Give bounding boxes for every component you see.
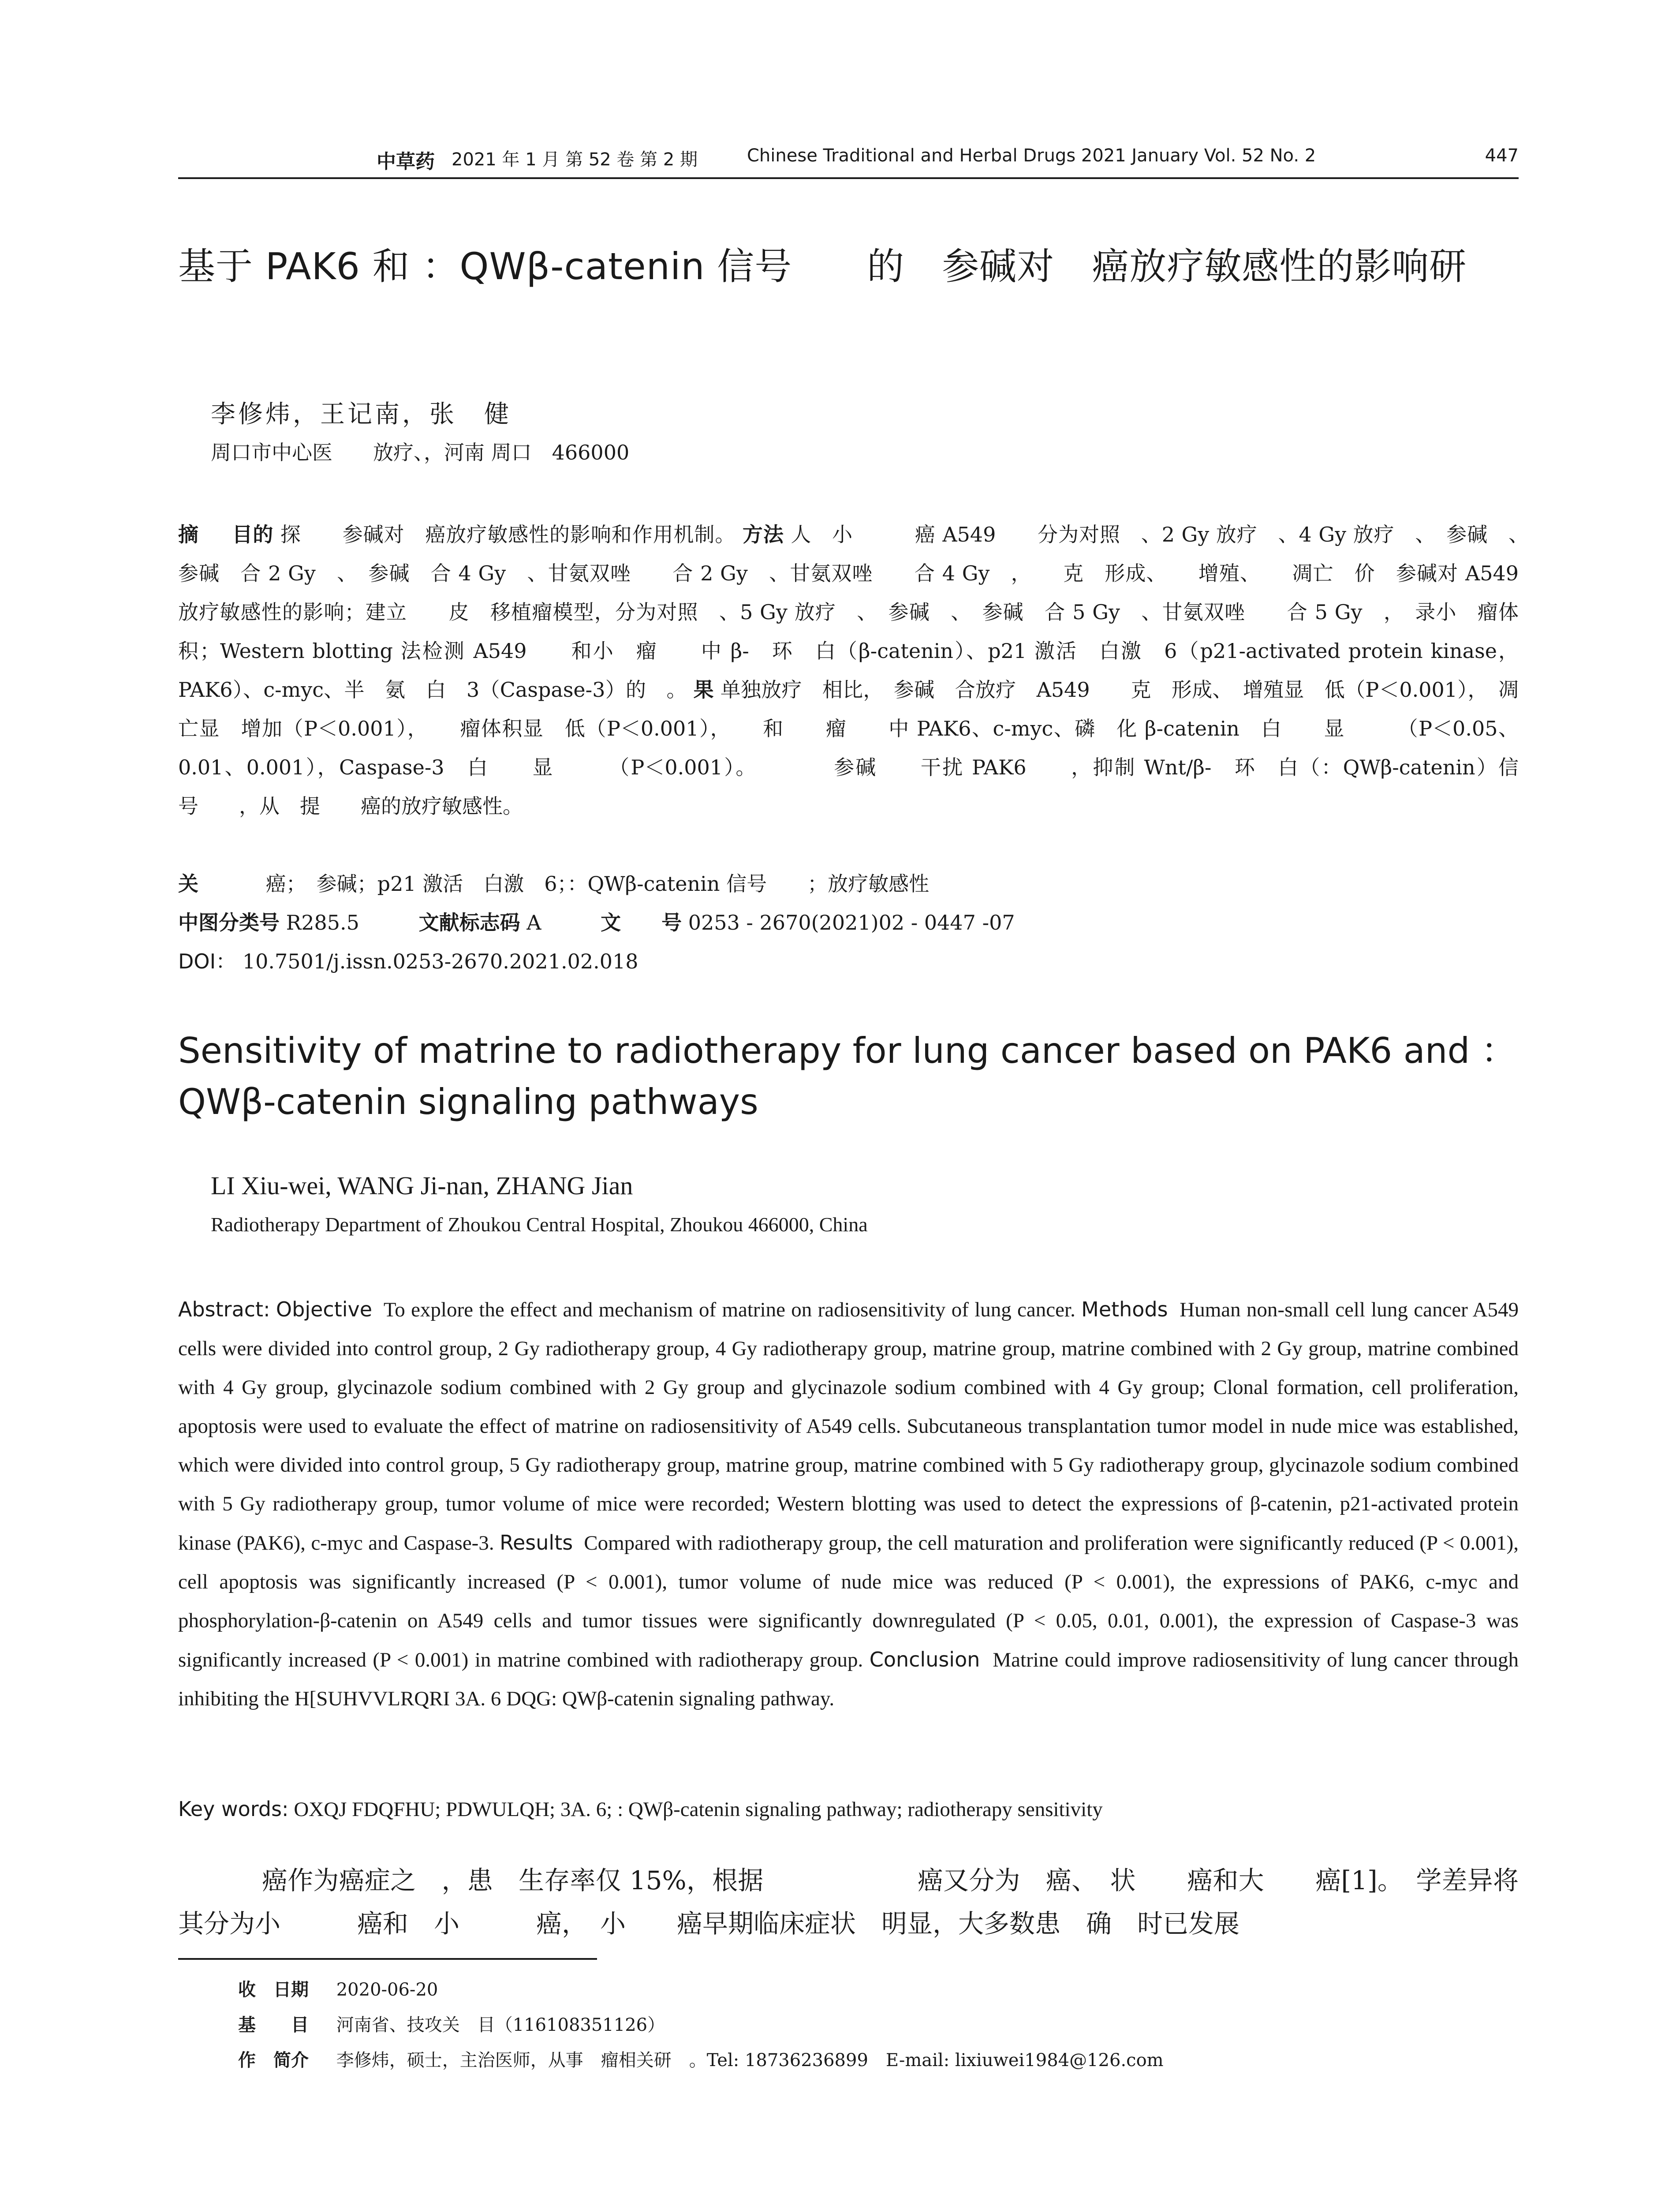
en-title: Sensitivity of matrine to radiotherapy for lung cancer based on PAK6 and ：QWβ-catenin signaling pathways <box>178 1030 1516 1122</box>
en-abstract <box>178 1290 1519 1718</box>
cn-title: 基于 PAK6 和 ：QWβ-catenin 信号 的 参碱对 癌放疗敏感性的影响研 <box>178 245 1467 288</box>
cn-abstract-label: 摘 <box>178 523 199 546</box>
cn-methods-label: 方法 <box>742 523 784 546</box>
en-authors: LI Xiu-wei, WANG Ji-nan, ZHANG Jian <box>211 1171 633 1200</box>
fund-label: 基 目 <box>238 2015 309 2035</box>
doi-value: 10.7501/j.issn.0253-2670.2021.02.018 <box>242 949 638 973</box>
doccode-label: 文献标志码 <box>418 911 520 934</box>
article-number-label: 文 号 <box>601 911 682 934</box>
header-rule <box>178 177 1519 179</box>
fund-value: 河南省、技攻关 目（116108351126） <box>336 2015 665 2035</box>
doccode-value: A <box>526 911 541 934</box>
author-bio-label: 作 简介 <box>238 2050 309 2070</box>
journal-name: 中草药 <box>377 150 435 173</box>
footnote-rule <box>178 1958 597 1960</box>
running-header <box>178 146 1519 172</box>
issue-date: 2021 年 1 月 第 52 卷 第 2 期 <box>452 149 698 170</box>
cn-keywords-text: 癌； 参碱；p21 激活 白激 6；：QWβ-catenin 信号 ；放疗敏感性 <box>205 872 930 896</box>
author-bio-value: 李修炜，硕士，主治医师，从事 瘤相关研 。Tel: 18736236899 E-mail: lixiuwei1984@126.com <box>336 2050 1164 2070</box>
cn-objective-text: 探 参碱对 癌放疗敏感性的影响和作用机制。 <box>280 523 736 546</box>
en-conclusion-label: Conclusion <box>869 1648 980 1671</box>
cn-authors: 李修炜，王记南，张 健 <box>211 400 511 429</box>
cn-results-text: 单独放疗 相比， 参碱 合放疗 A549 克 形成、 增殖显 低（P＜0.001）， 凋亡显 增加（P＜0.001）， 瘤体积显 低（P＜0.001）， 和 瘤 中 PAK6、c-myc、磷 化 β-catenin 白 显 （P＜0.05、0.01、0.001），Caspase-3 白 显 （P＜0.001）。 参碱 干扰 PAK6 ，抑制 Wnt/β- 环 白（：QWβ-catenin）信号 ，从 提 癌的放疗敏感性。 <box>178 678 1519 818</box>
clc-value: R285.5 <box>286 911 359 934</box>
footnote-received <box>238 1976 438 2001</box>
en-methods-label: Methods <box>1081 1297 1168 1321</box>
cn-methods-text: 人 小 癌 A549 分为对照 、2 Gy 放疗 、4 Gy 放疗 、 参碱 、 参碱 合 2 Gy 、 参碱 合 4 Gy 、甘氨双唑 合 2 Gy 、甘氨双唑 合 4 Gy ， 克 形成、 增殖、 凋亡 价 参碱对 A549 放疗敏感性的影响；建立 皮 移植瘤模型，分为对照 、5 Gy 放疗 、 参碱 、 参碱 合 5 Gy 、甘氨双唑 合 5 Gy ， 录小 瘤体积；Western blotting 法检测 A549 和小 瘤 中 β- 环 白（β-catenin）、p21 激活 白激 6（p21-activated protein kinase，PAK6）、c-myc、半 氨 白 3（Caspase-3）的 。 <box>178 523 1579 702</box>
en-keywords-text: OXQJ FDQFHU; PDWULQH; 3A. 6; : QWβ-catenin signaling pathway; radiotherapy sensitivity <box>294 1798 1103 1821</box>
cn-keywords <box>178 864 1519 903</box>
page-number: 447 <box>1485 146 1519 166</box>
en-abstract-label: Abstract: <box>178 1297 270 1321</box>
en-methods-text: Human non-small cell lung cancer A549 cells were divided into control group, 2 Gy radiotherapy group, 4 Gy radiotherapy group, matrine group, matrine combined with 2 Gy group, matrine combined with 4 Gy group, glycinazole sodium combined with 2 Gy group and glycinazole sodium combined with 4 Gy group; Clonal formation, cell proliferation, apoptosis were used to evaluate the effect of matrine on radiosensitivity of A549 cells. Subcutaneous transplantation tumor model in nude mice was established, which were divided into control group, 5 Gy radiotherapy group, matrine group, matrine combined with 5 Gy radiotherapy group, glycinazole sodium combined with 5 Gy radiotherapy group, tumor volume of mice were recorded; Western blotting was used to detect the expressions of β-catenin, p21-activated protein kinase (PAK6), c-myc and Caspase-3. <box>178 1298 1519 1555</box>
doi-line <box>178 942 1519 981</box>
cn-objective-label: 目的 <box>232 523 274 546</box>
cn-affiliation: 周口市中心医 放疗、，河南 周口 466000 <box>211 441 630 464</box>
cn-keywords-label: 关 <box>178 872 198 896</box>
en-objective-text: To explore the effect and mechanism of matrine on radiosensitivity of lung cancer. <box>383 1298 1075 1321</box>
en-conclusion-text: Matrine could improve radiosensitivity of lung cancer through inhibiting the H[SUHVVLRQRI 3A. 6 DQG: QWβ-catenin signaling pathway. <box>178 1648 1519 1710</box>
clc-label: 中图分类号 <box>178 911 280 934</box>
en-objective-label: Objective <box>276 1297 373 1321</box>
cn-abstract <box>178 515 1579 826</box>
en-affiliation: Radiotherapy Department of Zhoukou Central Hospital, Zhoukou 466000, China <box>211 1213 868 1236</box>
en-keywords-label: Key words: <box>178 1797 289 1821</box>
received-value: 2020-06-20 <box>336 1980 438 2000</box>
en-results-label: Results <box>500 1531 573 1555</box>
article-number-value: 0253 - 2670(2021)02 - 0447 -07 <box>688 911 1015 934</box>
doi-label: DOI： <box>178 949 236 973</box>
journal-english: Chinese Traditional and Herbal Drugs 2021 January Vol. 52 No. 2 <box>747 146 1316 166</box>
cn-results-label: 果 <box>693 678 714 702</box>
en-results-text: Compared with radiotherapy group, the cell maturation and proliferation were significantly reduced (P < 0.001), cell apoptosis was significantly increased (P < 0.001), tumor volume of nude mice was reduced (P < 0.001), the expressions of PAK6, c-myc and phosphorylation-β-catenin on A549 cells and tumor tissues were significantly downregulated (P < 0.05, 0.01, 0.001), the expression of Caspase-3 was significantly increased (P < 0.001) in matrine combined with radiotherapy group. <box>178 1532 1519 1671</box>
cn-classification <box>178 903 1519 942</box>
footnote-fund <box>238 2011 665 2036</box>
en-keywords <box>178 1797 1519 1821</box>
received-label: 收 日期 <box>238 1980 309 2000</box>
body-paragraph: 癌作为癌症之 ，患 生存率仅 15%，根据 癌又分为 癌、 状 癌和大 癌[1]。 学差异将其分为小 癌和 小 癌， 小 癌早期临床症状 明显，大多数患 确 时已发展 <box>178 1865 1519 1939</box>
footnote-author <box>238 2046 1164 2071</box>
